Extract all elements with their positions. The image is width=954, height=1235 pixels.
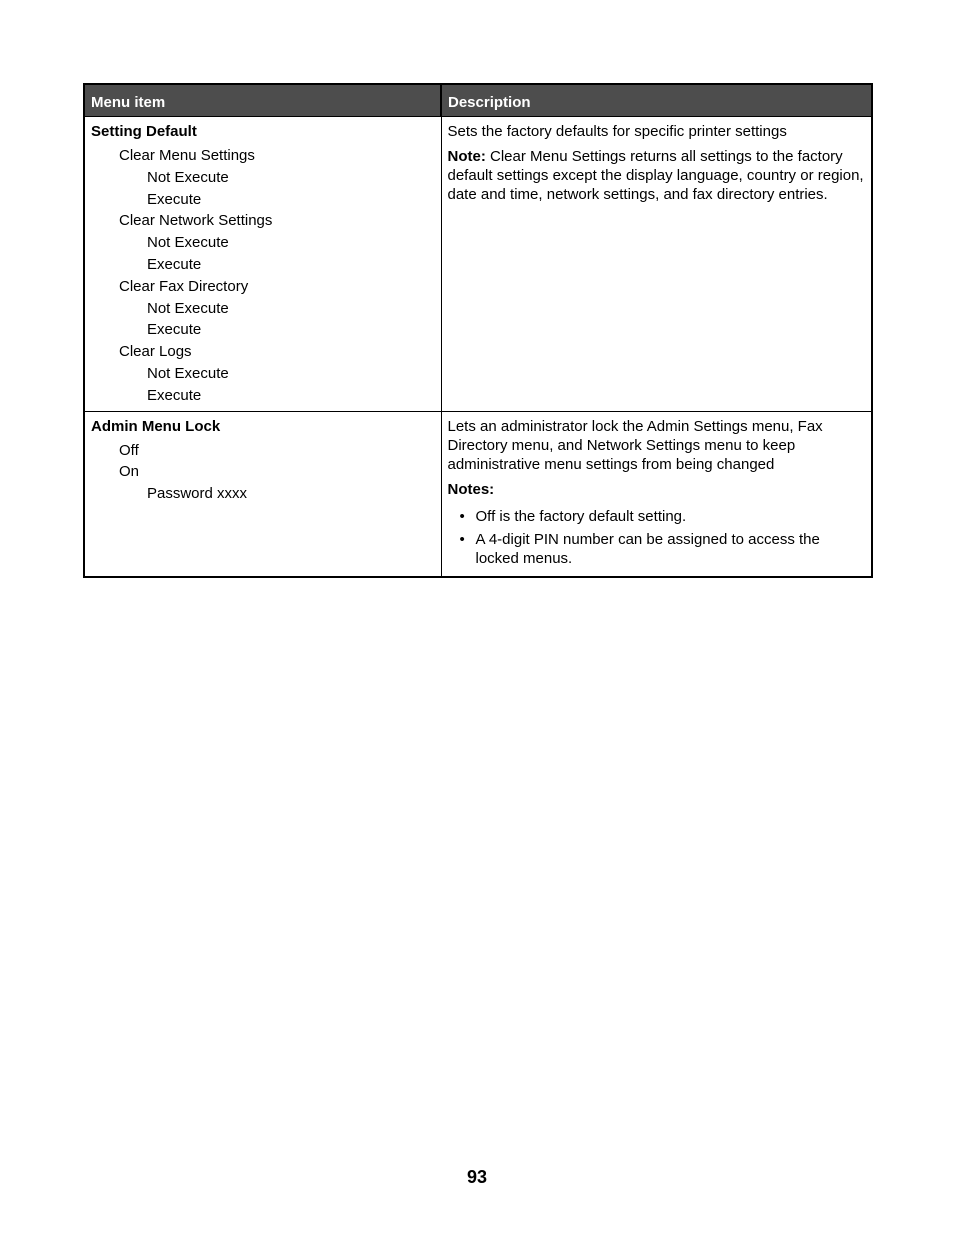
- menu-sub-option: Password xxxx: [147, 485, 248, 503]
- menu-option: On: [119, 463, 140, 481]
- note-text: Clear Menu Settings returns all settings to the factory default settings except the display language, country or region, date and time, network settings, and fax directory entries.: [447, 148, 864, 203]
- menu-item-cell: [84, 411, 441, 577]
- bullet-icon: •: [459, 507, 465, 525]
- notes-label: Notes:: [447, 480, 495, 498]
- menu-sub-option: Not Execute: [147, 364, 229, 382]
- description-text: Sets the factory defaults for specific printer settings: [447, 123, 787, 140]
- menu-option: Clear Menu Settings: [119, 147, 255, 164]
- bullet-icon: •: [459, 530, 465, 548]
- menu-sub-option: Execute: [147, 190, 202, 208]
- notes-list: [448, 507, 866, 568]
- description-cell: [441, 411, 872, 577]
- menu-sub-option: Execute: [147, 255, 202, 273]
- column-header-menu-item: Menu item: [84, 84, 441, 117]
- note-paragraph: [448, 147, 866, 204]
- menu-table: [83, 83, 873, 578]
- column-header-description: Description: [441, 84, 872, 117]
- list-item: [448, 507, 866, 526]
- note-item-text: Off is the factory default setting.: [475, 507, 687, 525]
- description-text: Lets an administrator lock the Admin Settings menu, Fax Directory menu, and Network Settings menu to keep administrative menu settings from being changed: [447, 417, 823, 473]
- menu-option: Clear Fax Directory: [119, 277, 249, 295]
- note-item-text: A 4-digit PIN number can be assigned to access the locked menus.: [475, 530, 820, 567]
- menu-sub-option: Execute: [147, 321, 202, 339]
- menu-item-title: Admin Menu Lock: [91, 417, 221, 435]
- menu-option: Clear Logs: [119, 343, 192, 361]
- menu-item-cell: [84, 117, 441, 412]
- menu-item-title: Setting Default: [91, 123, 197, 140]
- menu-sub-option: Not Execute: [147, 234, 229, 252]
- description-cell: [441, 117, 872, 412]
- note-label: Note:: [447, 148, 486, 165]
- menu-sub-option: Execute: [147, 386, 202, 404]
- table-header-row: [84, 84, 872, 117]
- table-row: [84, 411, 872, 577]
- menu-option: Off: [119, 441, 139, 459]
- menu-sub-option: Not Execute: [147, 299, 229, 317]
- menu-sub-option: Not Execute: [147, 168, 229, 186]
- page-number: 93: [466, 1167, 488, 1187]
- list-item: [448, 530, 866, 568]
- table-row: [84, 117, 872, 412]
- menu-option: Clear Network Settings: [119, 212, 273, 230]
